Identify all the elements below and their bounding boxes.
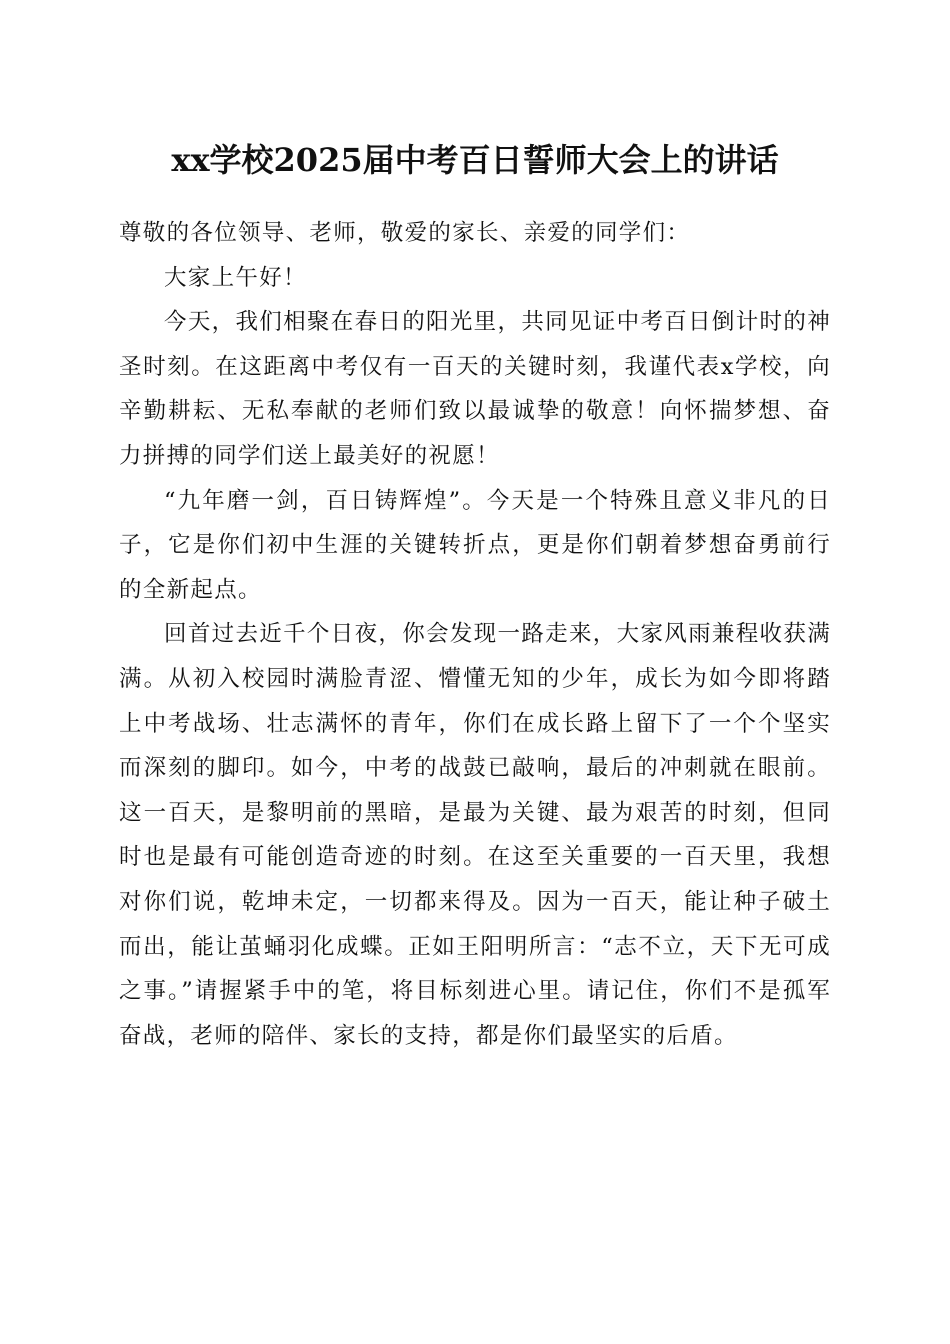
paragraph-opening: 今天，我们相聚在春日的阳光里，共同见证中考百日倒计时的神圣时刻。在这距离中考仅有一百天的关键时刻，我谨代表x学校，向辛勤耕耘、无私奉献的老师们致以最诚挚的敬意！向怀揣梦想、奋力拼搏的同学们送上最美好的祝愿！ (119, 309, 831, 469)
salutation: 尊敬的各位领导、老师，敬爱的家长、亲爱的同学们： (119, 220, 691, 246)
document-body (119, 211, 831, 1058)
paragraph-retrospect: 回首过去近千个日夜，你会发现一路走来，大家风雨兼程收获满满。从初入校园时满脸青涩、懵懂无知的少年，成长为如今即将踏上中考战场、壮志满怀的青年，你们在成长路上留下了一个个坚实而深刻的脚印。如今，中考的战鼓已敲响，最后的冲刺就在眼前。这一百天，是黎明前的黑暗，是最为关键、最为艰苦的时刻，但同时也是最有可能创造奇迹的时刻。在这至关重要的一百天里，我想对你们说，乾坤未定，一切都来得及。因为一百天，能让种子破土而出，能让茧蛹羽化成蝶。正如王阳明所言：“志不立，天下无可成之事。”请握紧手中的笔，将目标刻进心里。请记住，你们不是孤军奋战，老师的陪伴、家长的支持，都是你们最坚实的后盾。 (119, 621, 831, 1049)
paragraph-greeting: 大家上午好！ (164, 264, 307, 291)
document-title: xx学校2025届中考百日誓师大会上的讲话 (171, 141, 779, 179)
paragraph-quote: “九年磨一剑，百日铸辉煌”。今天是一个特殊且意义非凡的日子，它是你们初中生涯的关键转折点，更是你们朝着梦想奋勇前行的全新起点。 (119, 487, 831, 603)
